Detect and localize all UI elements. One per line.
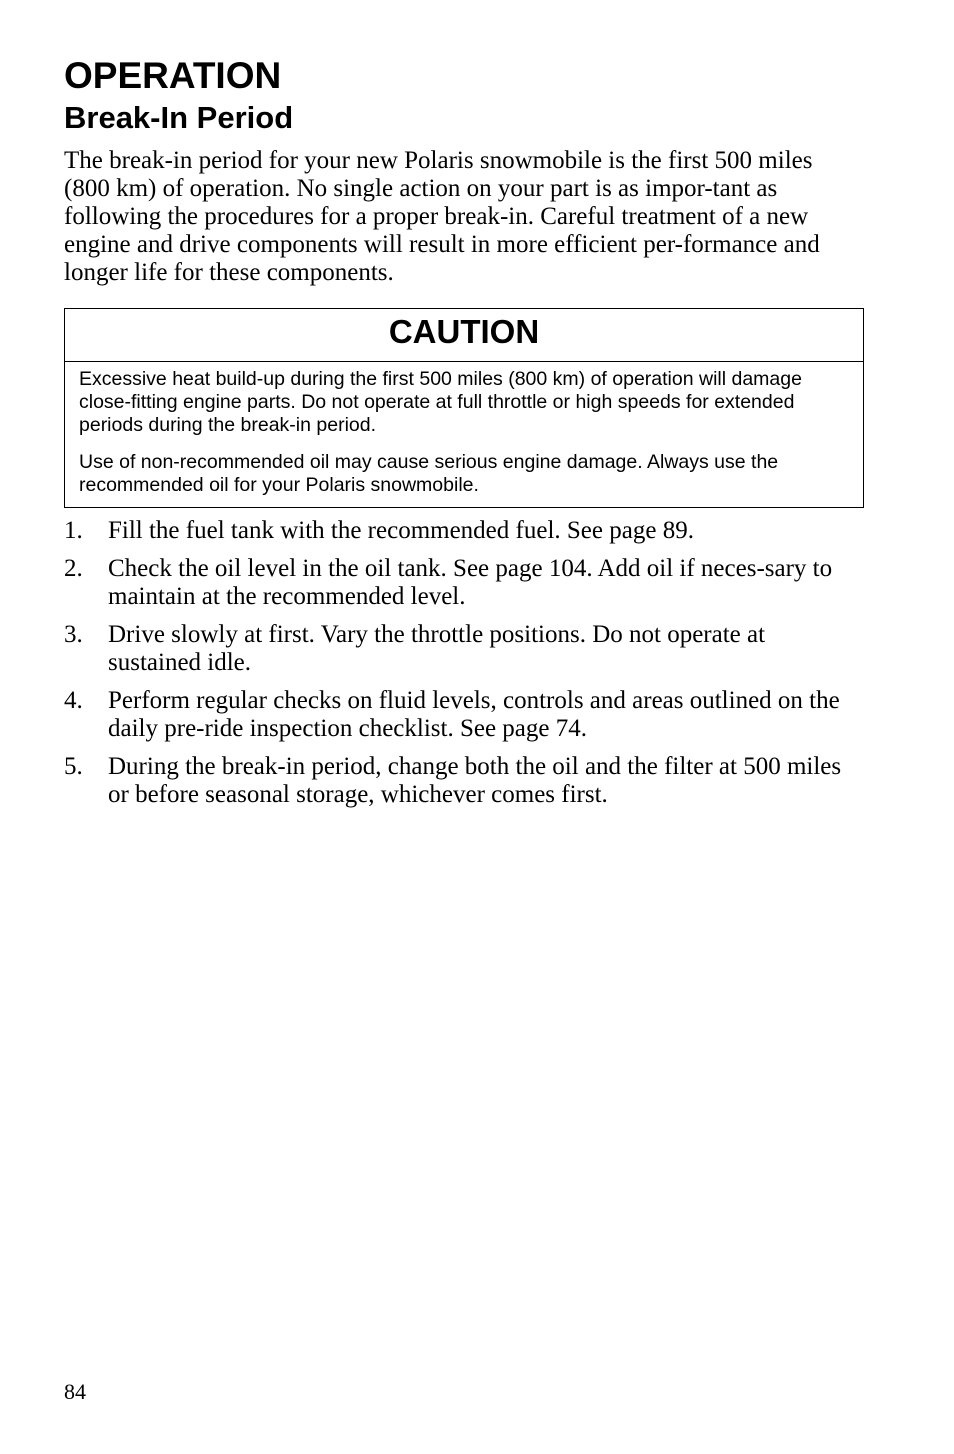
caution-body: [65, 362, 863, 497]
caution-paragraph: Excessive heat build-up during the first 500 miles (800 km) of operation will damage close-fitting engine parts. Do not operate at full throttle or high speeds for extended periods during the break-in period.: [79, 368, 802, 436]
caution-paragraph: Use of non-recommended oil may cause serious engine damage. Always use the recommended oil for your Polaris snowmobile.: [79, 451, 779, 496]
list-item: [64, 555, 864, 611]
step-text: Drive slowly at first. Vary the throttle positions. Do not operate at sustained idle.: [108, 621, 766, 676]
step-text: Perform regular checks on fluid levels, controls and areas outlined on the daily pre-ride inspection checklist. See page 74.: [108, 687, 840, 742]
step-number: 1.: [64, 517, 83, 544]
step-number: 3.: [64, 621, 83, 648]
list-item: [64, 687, 864, 743]
list-item: [64, 753, 864, 809]
step-text: Check the oil level in the oil tank. See page 104. Add oil if neces-sary to maintain at the recommended level.: [108, 555, 833, 610]
list-item: [64, 517, 864, 545]
step-text: Fill the fuel tank with the recommended fuel. See page 89.: [108, 517, 694, 544]
caution-title: CAUTION: [65, 309, 863, 362]
step-number: 5.: [64, 753, 83, 780]
step-number: 2.: [64, 555, 83, 582]
step-number: 4.: [64, 687, 83, 714]
subsection-title: Break-In Period: [64, 100, 294, 135]
caution-box: [64, 308, 864, 508]
list-item: [64, 621, 864, 677]
break-in-steps-list: [64, 517, 864, 819]
intro-paragraph: The break-in period for your new Polaris snowmobile is the first 500 miles (800 km) of operation. No single action on your part is as impor-tant as following the procedures for a proper break-in. Careful treatment of a new engine and drive components will result in more efficient per-formance and longer life for these components.: [64, 147, 820, 286]
step-text: During the break-in period, change both the oil and the filter at 500 miles or before seasonal storage, whichever comes first.: [108, 753, 842, 808]
page-number: 84: [64, 1379, 86, 1404]
section-title: OPERATION: [64, 55, 282, 96]
